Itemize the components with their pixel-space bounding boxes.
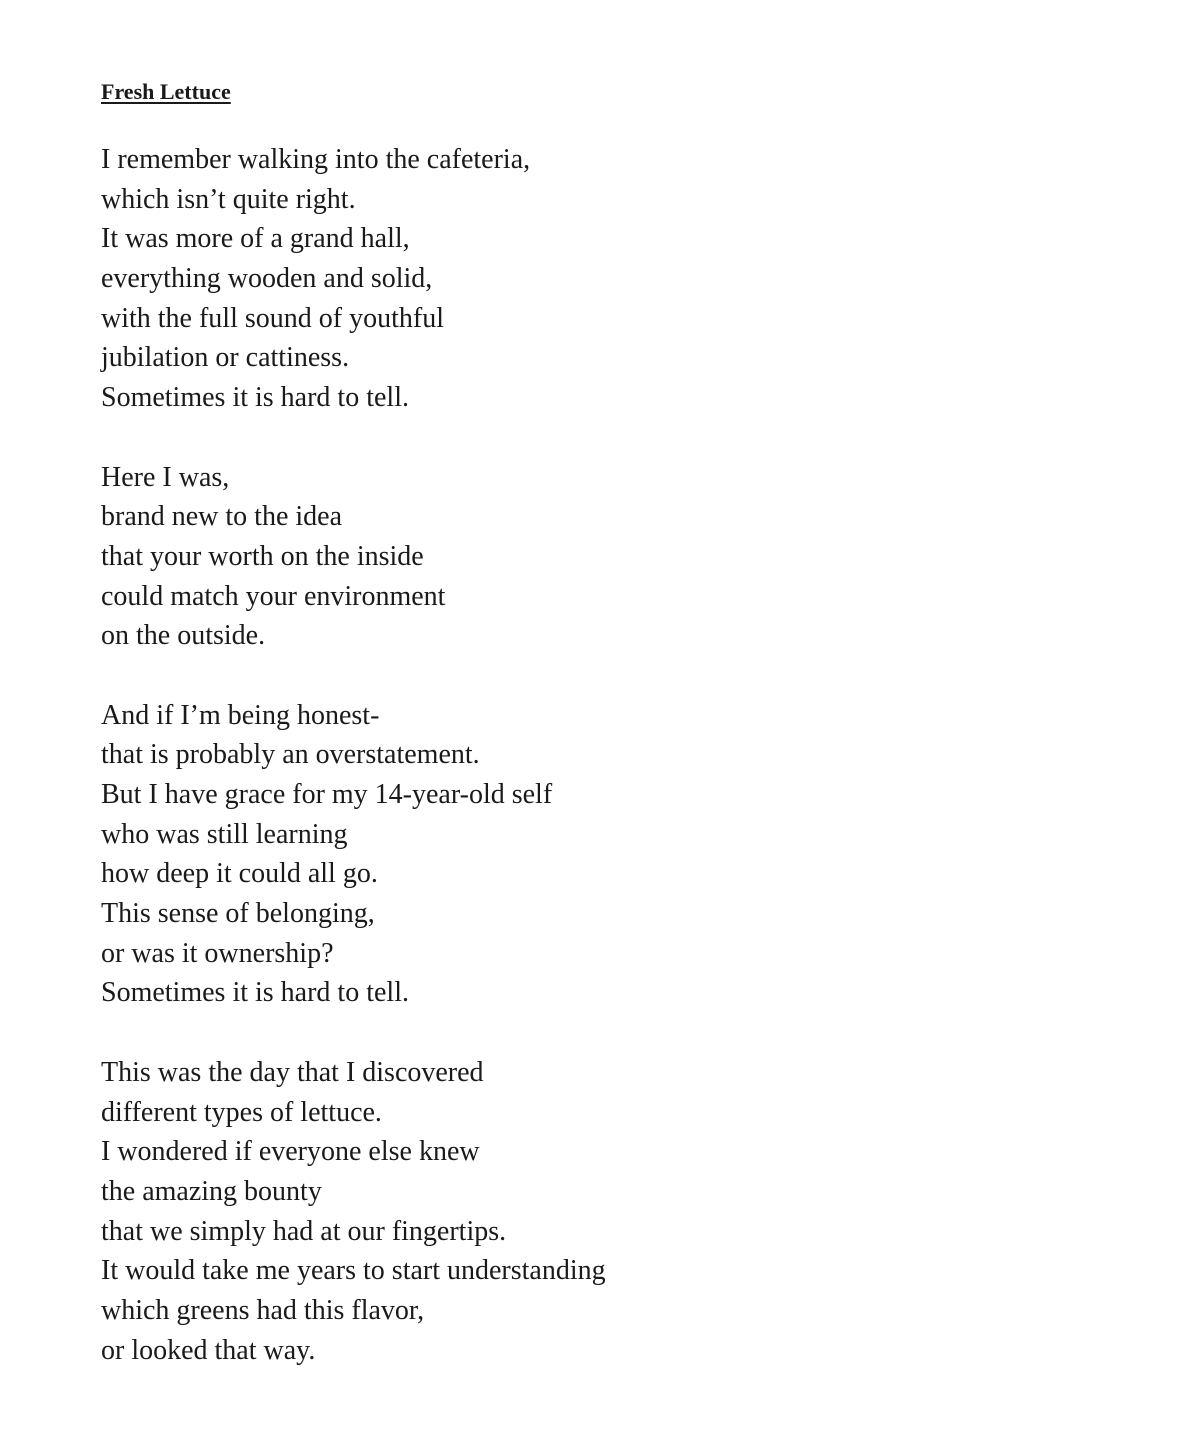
poem-line: Sometimes it is hard to tell. — [101, 977, 409, 1009]
poem-line: different types of lettuce. — [101, 1096, 382, 1128]
poem-title: Fresh Lettuce — [101, 79, 231, 104]
poem-line: brand new to the idea — [101, 501, 343, 533]
poem-body — [101, 140, 606, 1410]
stanza-1 — [101, 140, 606, 418]
poem-line: which greens had this flavor, — [101, 1294, 425, 1326]
poem-line: on the outside. — [101, 620, 266, 652]
stanza-4 — [101, 1053, 606, 1371]
poem-line: jubilation or cattiness. — [101, 342, 350, 374]
poem-line: I wondered if everyone else knew — [101, 1136, 480, 1168]
poem-line: that is probably an overstatement. — [101, 739, 480, 771]
poem-line: This sense of belonging, — [101, 898, 375, 930]
poem-line: This was the day that I discovered — [101, 1056, 484, 1088]
poem-line: which isn’t quite right. — [101, 183, 356, 215]
poem-line: with the full sound of youthful — [101, 302, 444, 334]
poem-line: the amazing bounty — [101, 1175, 322, 1207]
poem-line: I remember walking into the cafeteria, — [101, 144, 531, 175]
poem-line: everything wooden and solid, — [101, 263, 433, 295]
poem-line: that your worth on the inside — [101, 540, 424, 572]
poem-line: or was it ownership? — [101, 937, 334, 969]
poem-line: It would take me years to start understanding — [101, 1255, 606, 1287]
poem-line: or looked that way. — [101, 1334, 316, 1366]
poem-line: It was more of a grand hall, — [101, 223, 410, 255]
poem-line: Here I was, — [101, 461, 230, 493]
stanza-2 — [101, 458, 606, 656]
poem-line: that we simply had at our fingertips. — [101, 1215, 507, 1247]
poem-line: But I have grace for my 14-year-old self — [101, 779, 553, 810]
poem-line: who was still learning — [101, 818, 348, 850]
stanza-3 — [101, 696, 606, 1014]
poem-line: could match your environment — [101, 580, 446, 612]
poem-line: And if I’m being honest- — [101, 699, 380, 731]
poem-line: how deep it could all go. — [101, 858, 378, 890]
poem-line: Sometimes it is hard to tell. — [101, 382, 409, 414]
